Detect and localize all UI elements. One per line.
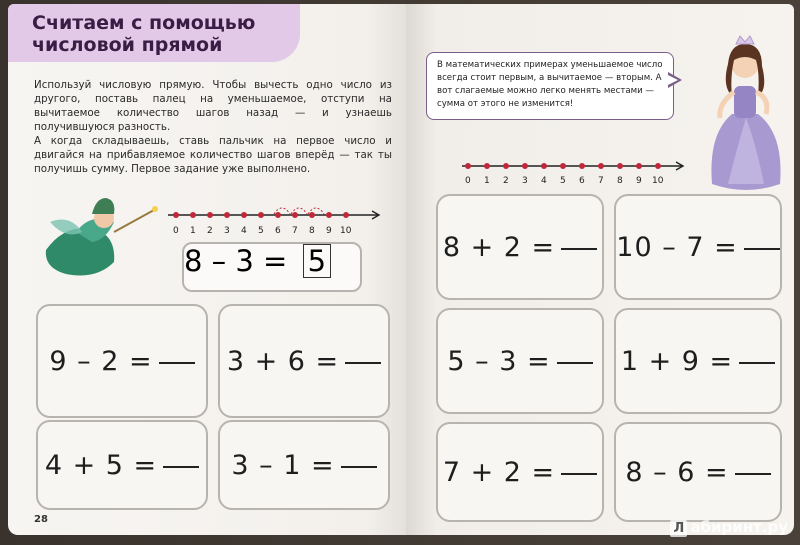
worked-example <box>182 242 362 292</box>
nl-right-dot-1 <box>484 163 490 169</box>
answer-blank[interactable] <box>735 469 771 475</box>
nl-right-label: 10 <box>652 176 664 186</box>
nl-right-dot-2 <box>503 163 509 169</box>
exercise-box[interactable] <box>614 422 782 522</box>
watermark-badge: Л <box>670 520 687 537</box>
nl-left-dot-7 <box>292 212 298 218</box>
nl-left-dot-0 <box>173 212 179 218</box>
nl-left-label: 8 <box>309 226 315 236</box>
exercise-box[interactable] <box>614 194 782 300</box>
exercise-expression: 4 + 5 = <box>44 449 158 481</box>
exercise-box[interactable] <box>614 308 782 414</box>
nl-left-label: 6 <box>275 226 281 236</box>
speech-bubble-tail-inner <box>666 74 678 86</box>
nl-right-label: 2 <box>503 176 509 186</box>
exercise-box[interactable] <box>436 422 604 522</box>
exercise-expression: 8 + 2 = <box>442 231 556 263</box>
exercise-expression: 9 – 2 = <box>49 345 153 377</box>
nl-right-dot-7 <box>598 163 604 169</box>
nl-right-dot-8 <box>617 163 623 169</box>
answer-blank[interactable] <box>341 462 377 468</box>
example-expression: 8 – 3 = <box>184 244 288 278</box>
answer-blank[interactable] <box>561 244 597 250</box>
exercise-expression: 1 + 9 = <box>620 345 734 377</box>
nl-right-label: 3 <box>522 176 528 186</box>
nl-left-dot-4 <box>241 212 247 218</box>
nl-left-dot-5 <box>258 212 264 218</box>
answer-blank[interactable] <box>557 358 593 364</box>
nl-right-label: 6 <box>579 176 585 186</box>
nl-right-dot-10 <box>655 163 661 169</box>
exercise-box[interactable] <box>36 420 208 510</box>
exercise-box[interactable] <box>218 304 390 418</box>
fairy-illustration <box>36 192 166 282</box>
exercise-box[interactable] <box>436 194 604 300</box>
nl-right-label: 4 <box>541 176 547 186</box>
page-number: 28 <box>34 514 48 525</box>
nl-left-dot-2 <box>207 212 213 218</box>
watermark-text: абиринт.ру <box>690 518 788 536</box>
answer-blank[interactable] <box>561 469 597 475</box>
exercise-expression: 3 + 6 = <box>226 345 340 377</box>
nl-right-dot-9 <box>636 163 642 169</box>
speech-bubble <box>426 52 674 120</box>
nl-left-label: 2 <box>207 226 213 236</box>
exercise-expression: 8 – 6 = <box>625 456 729 488</box>
exercise-box[interactable] <box>36 304 208 418</box>
exercise-expression: 7 + 2 = <box>442 456 556 488</box>
right-page <box>406 4 794 535</box>
nl-right-label: 9 <box>636 176 642 186</box>
exercise-expression: 5 – 3 = <box>447 345 551 377</box>
nl-left-dot-8 <box>309 212 315 218</box>
nl-left-label: 7 <box>292 226 298 236</box>
nl-right-label: 8 <box>617 176 623 186</box>
answer-blank[interactable] <box>159 358 195 364</box>
nl-right-dot-0 <box>465 163 471 169</box>
nl-left-dot-10 <box>343 212 349 218</box>
answer-blank[interactable] <box>345 358 381 364</box>
exercise-box[interactable] <box>436 308 604 414</box>
nl-right-dot-6 <box>579 163 585 169</box>
nl-left-dot-1 <box>190 212 196 218</box>
speech-bubble-text: В математических примерах уменьшаемое число всегда стоит первым, а вычитаемое — вторым. А вот слагаемые можно легко менять местами — сумма от этого не изменится! <box>437 60 663 109</box>
nl-left-label: 0 <box>173 226 179 236</box>
title-ribbon <box>8 4 300 62</box>
nl-right-dot-4 <box>541 163 547 169</box>
example-answer: 5 <box>303 244 331 278</box>
worked-example-equation <box>184 244 360 278</box>
nl-left-dot-9 <box>326 212 332 218</box>
nl-right-label: 1 <box>484 176 490 186</box>
exercise-box[interactable] <box>218 420 390 510</box>
princess-illustration <box>698 34 792 194</box>
nl-left-label: 10 <box>340 226 352 236</box>
nl-left-label: 4 <box>241 226 247 236</box>
number-line-right <box>458 156 688 188</box>
number-line-left <box>164 200 384 238</box>
nl-left-label: 3 <box>224 226 230 236</box>
page-title-line2: числовой прямой <box>32 34 223 56</box>
page-title <box>32 12 292 56</box>
nl-right-dot-5 <box>560 163 566 169</box>
nl-right-dot-3 <box>522 163 528 169</box>
answer-blank[interactable] <box>163 462 199 468</box>
instruction-paragraph-2: А когда складываешь, ставь пальчик на первое число и двигайся на прибавляемое количество шагов вперёд — так ты получишь сумму. Первое задание уже выполнено. <box>34 135 392 175</box>
nl-right-label: 7 <box>598 176 604 186</box>
nl-right-label: 5 <box>560 176 566 186</box>
nl-left-label: 5 <box>258 226 264 236</box>
nl-right-label: 0 <box>465 176 471 186</box>
nl-left-label: 9 <box>326 226 332 236</box>
answer-blank[interactable] <box>744 244 780 250</box>
nl-left-dot-6 <box>275 212 281 218</box>
exercise-expression: 10 – 7 = <box>616 231 738 263</box>
left-page <box>8 4 406 535</box>
nl-left-label: 1 <box>190 226 196 236</box>
nl-left-dot-3 <box>224 212 230 218</box>
page-title-line1: Считаем с помощью <box>32 12 256 34</box>
watermark <box>670 518 788 537</box>
answer-blank[interactable] <box>739 358 775 364</box>
instruction-paragraph-1: Используй числовую прямую. Чтобы вычесть одно число из другого, поставь палец на уменьшаемое, отступи на вычитаемое количество шагов назад — и узнаешь получившуюся разность. <box>34 79 392 133</box>
exercise-expression: 3 – 1 = <box>231 449 335 481</box>
